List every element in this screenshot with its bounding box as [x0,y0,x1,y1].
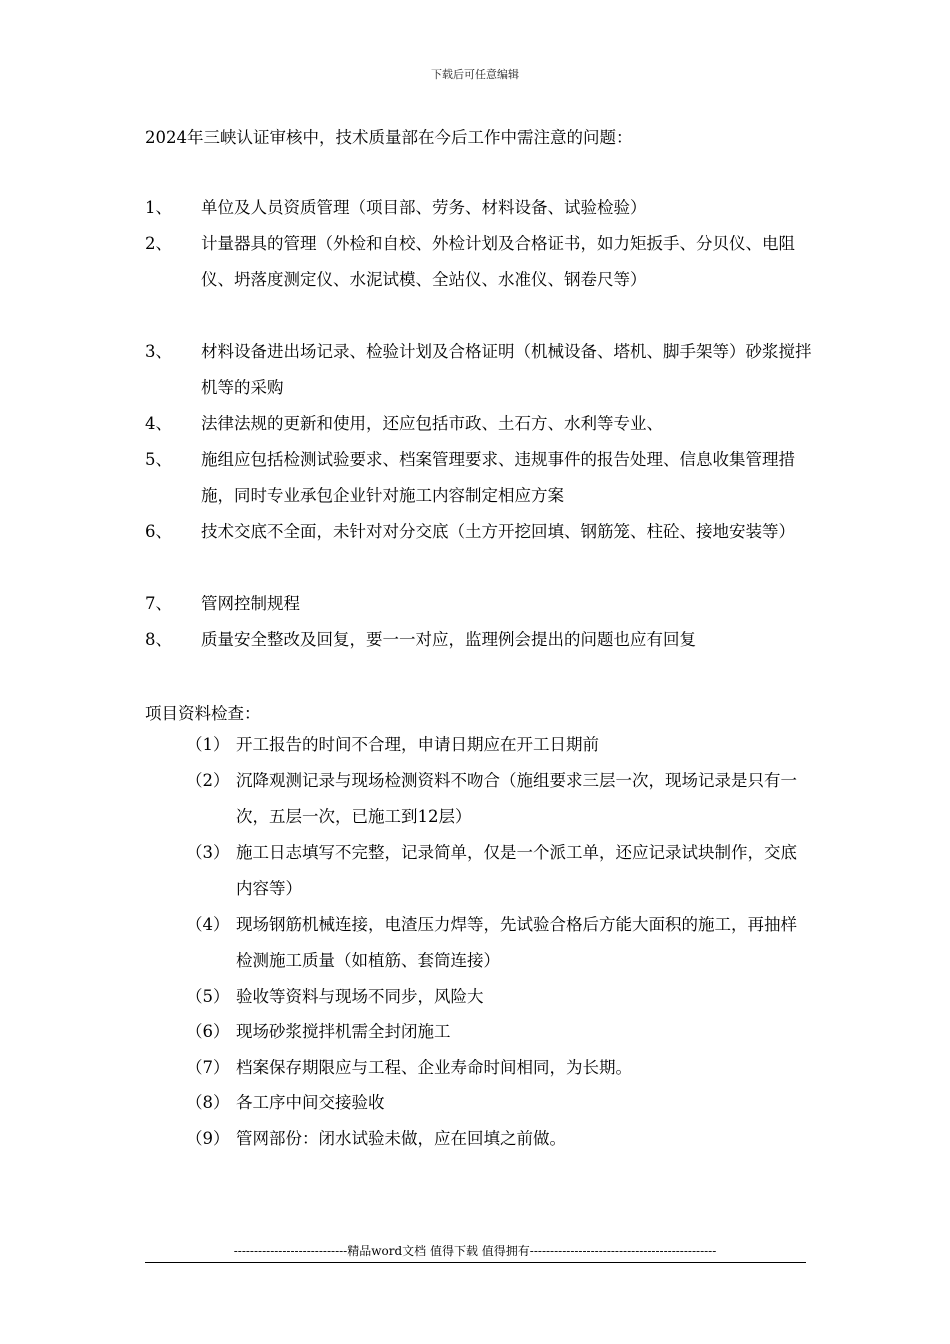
list-item [145,442,813,514]
list-item [145,190,813,226]
list-item-text: 材料设备进出场记录、检验计划及合格证明（机械设备、塔机、脚手架等）砂浆搅拌机等的采购 [201,342,812,397]
list-item [145,622,813,658]
list-item-number: （4） [186,915,230,934]
list-item [145,406,813,442]
list-item [186,1050,808,1086]
list-item [186,1014,808,1050]
list-item [186,1121,808,1157]
list-item-number: （9） [186,1129,230,1148]
list-item [145,226,813,334]
list-item-number: 5、 [145,450,172,469]
list-item-number: 8、 [145,630,172,649]
list-item-number: （7） [186,1058,230,1077]
list-item [186,763,808,835]
list-item-number: 4、 [145,414,172,433]
list-item [145,586,813,622]
list-item-number: 7、 [145,594,172,613]
list-item-text: 沉降观测记录与现场检测资料不吻合（施组要求三层一次，现场记录是只有一次，五层一次，已施工到12层） [236,771,797,826]
list-item-number: （8） [186,1093,230,1112]
list-item-text: 单位及人员资质管理（项目部、劳务、材料设备、试验检验） [201,198,647,217]
document-title: 2024年三峡认证审核中，技术质量部在今后工作中需注意的问题： [145,128,633,147]
list-item-number: 1、 [145,198,172,217]
header-note: 下载后可任意编辑 [431,68,519,81]
list-item-text: 技术交底不全面，未针对对分交底（土方开挖回填、钢筋笼、柱砼、接地安装等） [201,522,795,541]
list-item-text: 验收等资料与现场不同步，风险大 [236,987,484,1006]
list-item-number: （6） [186,1022,230,1041]
list-item-text: 法律法规的更新和使用，还应包括市政、土石方、水利等专业、 [201,414,663,433]
list-item-text: 质量安全整改及回复，要一一对应，监理例会提出的问题也应有回复 [201,630,696,649]
footer-divider [145,1262,806,1263]
list-item [145,514,813,586]
list-item-number: 3、 [145,342,172,361]
list-item-text: 管网控制规程 [201,594,300,613]
list-item [186,907,808,979]
list-item [186,727,808,763]
list-item [186,1085,808,1121]
list-item-text: 各工序中间交接验收 [236,1093,385,1112]
list-item-text: 档案保存期限应与工程、企业寿命时间相同，为长期。 [236,1058,632,1077]
list-item-number: 2、 [145,234,172,253]
list-item-number: （3） [186,843,230,862]
list-item-number: （1） [186,735,230,754]
list-item-text: 施工日志填写不完整，记录简单，仅是一个派工单，还应记录试块制作，交底内容等） [236,843,797,898]
list-item-number: （2） [186,771,230,790]
list-item-text: 现场砂浆搅拌机需全封闭施工 [236,1022,451,1041]
footer-text: ----------------------------精品word文档 值得下载 值得拥有---------------------------------------------- [233,1244,717,1258]
list-item-text: 计量器具的管理（外检和自校、外检计划及合格证书，如力矩扳手、分贝仪、电阻仪、坍落度测定仪、水泥试模、全站仪、水准仪、钢卷尺等） [201,234,795,289]
list-item-number: （5） [186,987,230,1006]
list-item [186,835,808,907]
list-item [186,979,808,1015]
list-item-number: 6、 [145,522,172,541]
list-item [145,334,813,406]
list-item-text: 施组应包括检测试验要求、档案管理要求、违规事件的报告处理、信息收集管理措施，同时专业承包企业针对施工内容制定相应方案 [201,450,795,505]
list-item-text: 现场钢筋机械连接，电渣压力焊等，先试验合格后方能大面积的施工，再抽样检测施工质量（如植筋、套筒连接） [236,915,797,970]
list-item-text: 管网部份：闭水试验未做，应在回填之前做。 [236,1129,566,1148]
section-title-project-docs: 项目资料检查： [145,704,261,723]
list-item-text: 开工报告的时间不合理，申请日期应在开工日期前 [236,735,599,754]
